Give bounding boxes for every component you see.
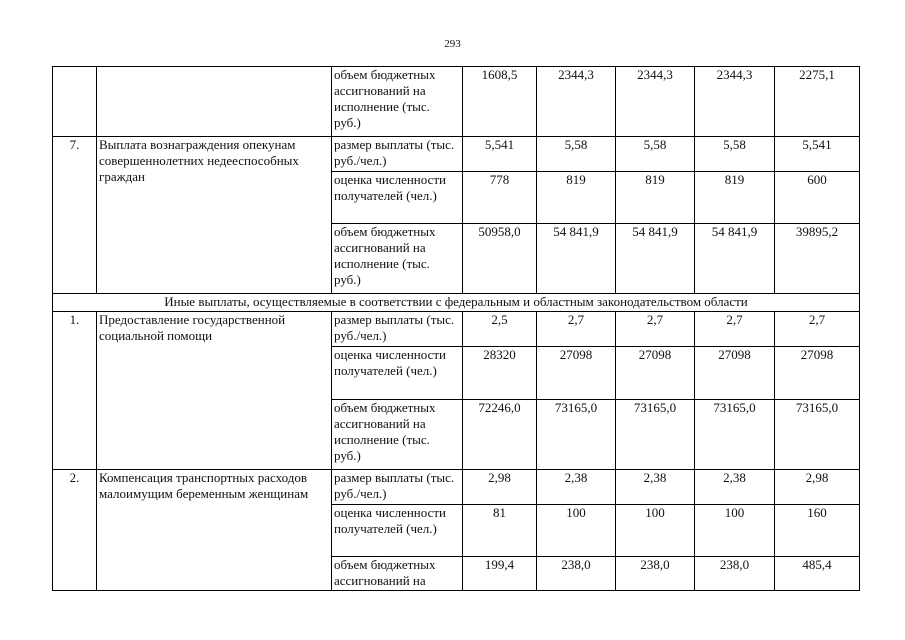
row-name-cell: Компенсация транспортных расходов малоимущим беременным женщинам	[97, 470, 332, 591]
indicator-cell: оценка численности получателей (чел.)	[332, 347, 463, 400]
value-cell: 819	[695, 172, 775, 224]
value-cell: 100	[695, 505, 775, 557]
row-number-cell: 7.	[53, 137, 97, 294]
value-cell: 5,541	[463, 137, 537, 172]
indicator-cell: размер выплаты (тыс. руб./чел.)	[332, 470, 463, 505]
indicator-cell: объем бюджетных ассигнований на	[332, 557, 463, 591]
value-cell: 199,4	[463, 557, 537, 591]
value-cell: 5,58	[695, 137, 775, 172]
benefits-table	[52, 66, 860, 591]
value-cell: 2,5	[463, 312, 537, 347]
value-cell: 2,7	[775, 312, 860, 347]
value-cell: 54 841,9	[695, 224, 775, 294]
value-cell: 2,7	[537, 312, 616, 347]
indicator-cell: оценка численности получателей (чел.)	[332, 505, 463, 557]
value-cell: 27098	[616, 347, 695, 400]
indicator-cell: объем бюджетных ассигнований на исполнение (тыс. руб.)	[332, 400, 463, 470]
section-title: Иные выплаты, осуществляемые в соответствии с федеральным и областным законодательством области	[53, 294, 860, 312]
value-cell: 2,38	[695, 470, 775, 505]
value-cell: 238,0	[537, 557, 616, 591]
value-cell: 100	[537, 505, 616, 557]
value-cell: 2275,1	[775, 67, 860, 137]
value-cell: 72246,0	[463, 400, 537, 470]
value-cell: 2,7	[616, 312, 695, 347]
table-row	[53, 67, 860, 137]
value-cell: 2344,3	[537, 67, 616, 137]
value-cell: 39895,2	[775, 224, 860, 294]
value-cell: 50958,0	[463, 224, 537, 294]
indicator-cell: размер выплаты (тыс. руб./чел.)	[332, 137, 463, 172]
value-cell: 54 841,9	[537, 224, 616, 294]
value-cell: 2344,3	[695, 67, 775, 137]
indicator-cell: объем бюджетных ассигнований на исполнение (тыс. руб.)	[332, 67, 463, 137]
value-cell: 238,0	[695, 557, 775, 591]
value-cell: 5,58	[616, 137, 695, 172]
value-cell: 238,0	[616, 557, 695, 591]
value-cell: 73165,0	[616, 400, 695, 470]
table-row	[53, 470, 860, 505]
indicator-cell: оценка численности получателей (чел.)	[332, 172, 463, 224]
row-number-cell: 2.	[53, 470, 97, 591]
value-cell: 1608,5	[463, 67, 537, 137]
value-cell: 27098	[775, 347, 860, 400]
value-cell: 27098	[695, 347, 775, 400]
value-cell: 27098	[537, 347, 616, 400]
value-cell: 600	[775, 172, 860, 224]
table-row	[53, 137, 860, 172]
value-cell: 5,58	[537, 137, 616, 172]
row-name-cell: Выплата вознаграждения опекунам совершеннолетних недееспособных граждан	[97, 137, 332, 294]
value-cell: 100	[616, 505, 695, 557]
indicator-cell: размер выплаты (тыс. руб./чел.)	[332, 312, 463, 347]
value-cell: 2,7	[695, 312, 775, 347]
value-cell: 2,38	[616, 470, 695, 505]
value-cell: 160	[775, 505, 860, 557]
value-cell: 819	[616, 172, 695, 224]
table-row	[53, 312, 860, 347]
value-cell: 73165,0	[537, 400, 616, 470]
value-cell: 73165,0	[695, 400, 775, 470]
value-cell: 28320	[463, 347, 537, 400]
value-cell: 2,98	[775, 470, 860, 505]
value-cell: 2,98	[463, 470, 537, 505]
value-cell: 54 841,9	[616, 224, 695, 294]
row-name-cell	[97, 67, 332, 137]
value-cell: 81	[463, 505, 537, 557]
row-number-cell	[53, 67, 97, 137]
row-number-cell: 1.	[53, 312, 97, 470]
section-heading-row	[53, 294, 860, 312]
value-cell: 819	[537, 172, 616, 224]
value-cell: 485,4	[775, 557, 860, 591]
value-cell: 2344,3	[616, 67, 695, 137]
page-number: 293	[444, 38, 461, 50]
value-cell: 5,541	[775, 137, 860, 172]
value-cell: 778	[463, 172, 537, 224]
value-cell: 73165,0	[775, 400, 860, 470]
value-cell: 2,38	[537, 470, 616, 505]
row-name-cell: Предоставление государственной социальной помощи	[97, 312, 332, 470]
indicator-cell: объем бюджетных ассигнований на исполнение (тыс. руб.)	[332, 224, 463, 294]
